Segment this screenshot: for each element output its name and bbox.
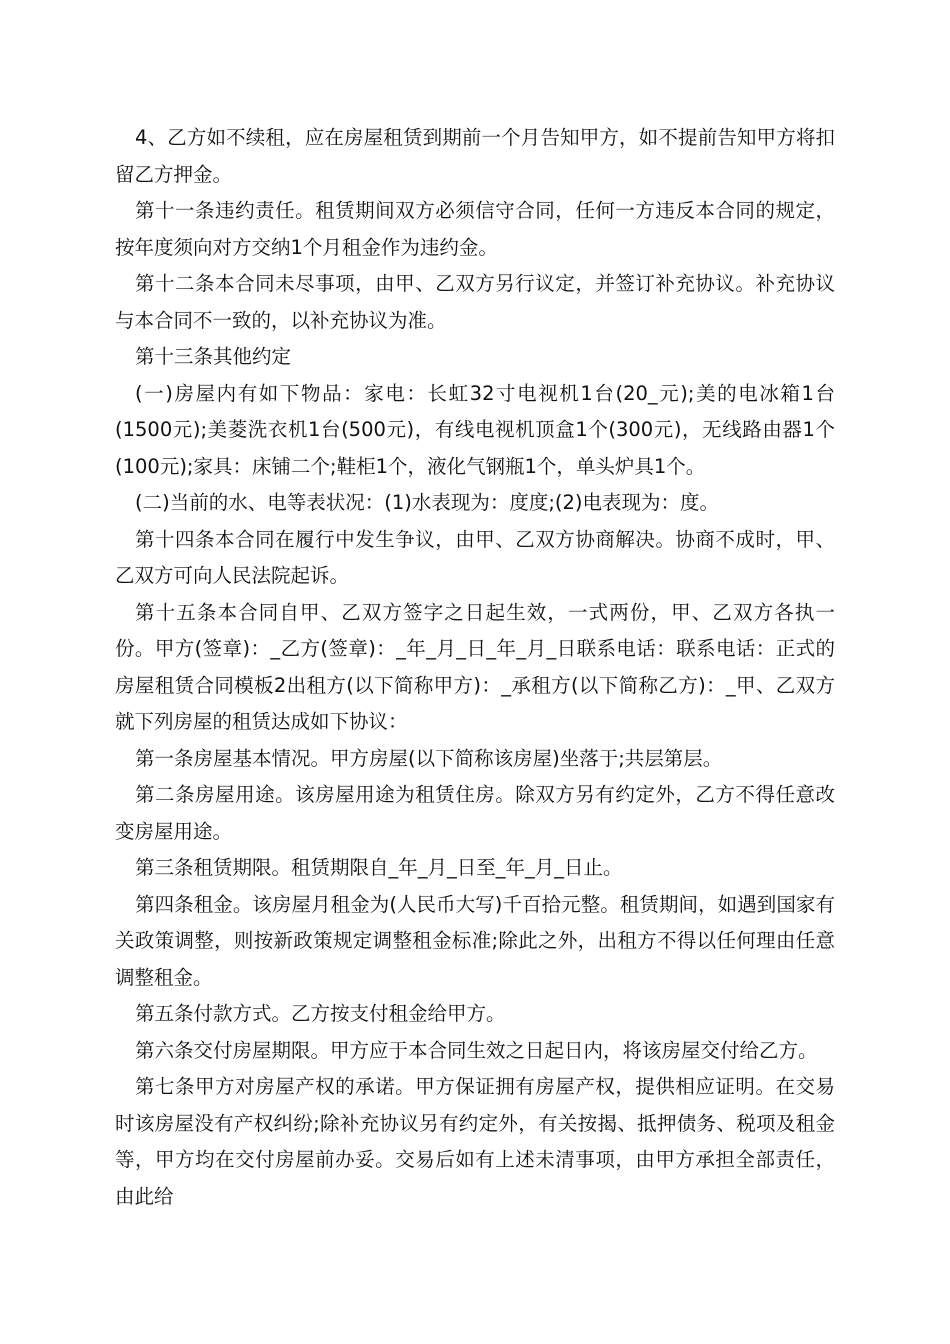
- paragraph-article-13: 第十三条其他约定: [135, 345, 292, 368]
- paragraph-article-7: 第七条甲方对房屋产权的承诺。甲方保证拥有房屋产权，提供相应证明。在交易时该房屋没有产权纠纷;除补充协议另有约定外，有关按揭、抵押债务、税项及租金等，甲方均在交付房屋前办妥。交易后如有上述未清事项，由甲方承担全部责任，由此给: [115, 1075, 835, 1208]
- paragraph-article-12: 第十二条本合同未尽事项，由甲、乙双方另行议定，并签订补充协议。补充协议与本合同不一致的，以补充协议为准。: [115, 272, 835, 332]
- paragraph-article-14: 第十四条本合同在履行中发生争议，由甲、乙双方协商解决。协商不成时，甲、乙双方可向人民法院起诉。: [115, 527, 835, 587]
- paragraph-article-4: 第四条租金。该房屋月租金为(人民币大写)千百拾元整。租赁期间，如遇到国家有关政策调整，则按新政策规定调整租金标准;除此之外，出租方不得以任何理由任意调整租金。: [115, 892, 835, 989]
- paragraph-renewal-notice: 4、乙方如不续租，应在房屋租赁到期前一个月告知甲方，如不提前告知甲方将扣留乙方押金。: [115, 126, 835, 186]
- paragraph-article-5: 第五条付款方式。乙方按支付租金给甲方。: [135, 1002, 506, 1025]
- paragraph-article-11: 第十一条违约责任。租赁期间双方必须信守合同，任何一方违反本合同的规定，按年度须向对方交纳1个月租金作为违约金。: [115, 199, 835, 259]
- paragraph-article-3: 第三条租赁期限。租赁期限自_年_月_日至_年_月_日止。: [135, 856, 623, 879]
- paragraph-article-2: 第二条房屋用途。该房屋用途为租赁住房。除双方另有约定外，乙方不得任意改变房屋用途。: [115, 783, 835, 843]
- paragraph-article-1: 第一条房屋基本情况。甲方房屋(以下简称该房屋)坐落于;共层第层。: [135, 746, 723, 770]
- paragraph-article-15: 第十五条本合同自甲、乙双方签字之日起生效，一式两份，甲、乙双方各执一份。甲方(签章)：_乙方(签章)：_年_月_日_年_月_日联系电话：联系电话：正式的房屋租赁合同模板2出租方(以下简称甲方)：_承租方(以下简称乙方)：_甲、乙双方就下列房屋的租赁达成如下协议：: [115, 600, 835, 733]
- paragraph-article-13-items: (一)房屋内有如下物品：家电：长虹32寸电视机1台(20_元);美的电冰箱1台(1500元);美菱洗衣机1台(500元)，有线电视机顶盒1个(300元)，无线路由器1个(100元);家具：床铺二个;鞋柜1个，液化气钢瓶1个，单头炉具1个。: [115, 381, 835, 478]
- paragraph-article-13-meters: (二)当前的水、电等表状况：(1)水表现为：度度;(2)电表现为：度。: [135, 491, 720, 514]
- document-body: [115, 120, 835, 1215]
- paragraph-article-6: 第六条交付房屋期限。甲方应于本合同生效之日起日内，将该房屋交付给乙方。: [135, 1038, 818, 1062]
